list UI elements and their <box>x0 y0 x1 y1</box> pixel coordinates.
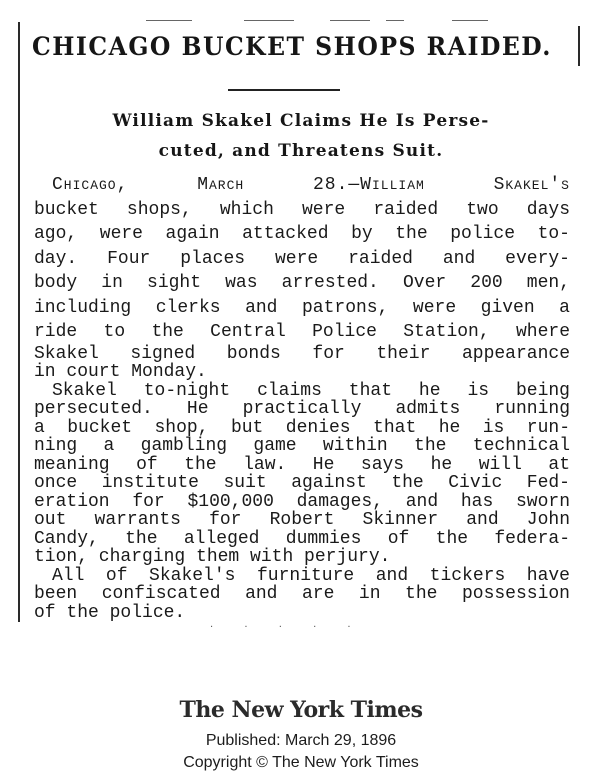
article-subheadline <box>34 106 568 166</box>
article-line: tion, charging them with perjury. <box>34 547 391 567</box>
article-line: in court Monday. <box>34 362 207 382</box>
top-rule-dash <box>330 20 370 21</box>
article-line: Skakel signed bonds for their appearance <box>34 343 570 364</box>
column-rule-right <box>578 26 580 66</box>
article-line: eration for $100,000 damages, and has sworn <box>34 491 570 512</box>
top-rule-dash <box>244 20 294 21</box>
article-line: been confiscated and are in the possession <box>34 584 570 604</box>
article-line: once institute suit against the Civic Fed- <box>34 473 570 493</box>
article-line: a bucket shop, but denies that he is run- <box>34 417 570 438</box>
article-line: ride to the Central Police Station, where <box>34 322 570 342</box>
publication-date: Published: March 29, 1896 <box>205 732 397 749</box>
article-line: meaning of the law. He says he will at <box>34 454 570 475</box>
article-line: Chicago, March 28.—William Skakel's <box>52 175 570 195</box>
article-line: body in sight was arrested. Over 200 men, <box>34 273 570 293</box>
article-line: Candy, the alleged dummies of the federa- <box>34 528 570 549</box>
article-line: persecuted. He practically admits running <box>34 399 570 419</box>
article-headline: CHICAGO BUCKET SHOPS RAIDED. <box>32 32 552 61</box>
article-line: day. Four places were raided and every- <box>34 248 570 269</box>
newspaper-masthead: The New York Times <box>179 697 423 723</box>
copyright-notice: Copyright © The New York Times <box>183 754 419 771</box>
article-line: Skakel to-night claims that he is being <box>52 380 570 401</box>
subheadline-line: cuted, and Threatens Suit. <box>158 141 444 161</box>
print-specks: · · · · · <box>210 622 365 633</box>
headline-divider <box>228 89 340 91</box>
article-line: All of Skakel's furniture and tickers have <box>52 565 570 586</box>
article-body <box>34 173 570 622</box>
article-line: including clerks and patrons, were given a <box>34 297 570 318</box>
top-rule-dash <box>146 20 192 21</box>
article-line: ning a gambling game within the technical <box>34 436 570 456</box>
article-line: out warrants for Robert Skinner and John <box>34 510 570 530</box>
subheadline-line: William Skakel Claims He Is Perse- <box>112 111 490 131</box>
top-rule-dash <box>386 20 404 21</box>
article-line: ago, were again attacked by the police to- <box>34 224 570 244</box>
article-line: of the police. <box>34 602 186 623</box>
top-rule-dash <box>452 20 488 21</box>
article-line: bucket shops, which were raided two days <box>34 199 570 220</box>
column-rule-left <box>18 22 20 622</box>
